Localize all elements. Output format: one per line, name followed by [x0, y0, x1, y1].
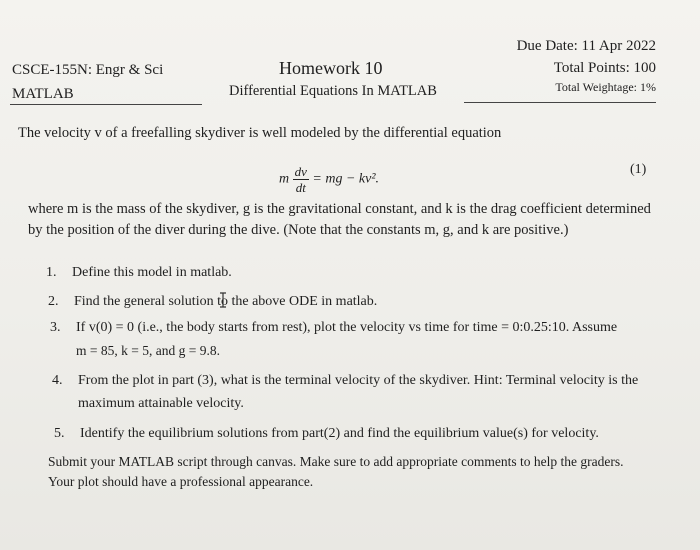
total-points: Total Points: 100 — [553, 60, 656, 76]
header-rule-left — [10, 104, 202, 105]
equation-number: (1) — [630, 162, 647, 177]
text-cursor-icon — [218, 292, 228, 308]
list-item — [48, 294, 377, 310]
where-line-1: where m is the mass of the skydiver, g is the gravitational constant, and k is the drag coefficient determined — [28, 201, 651, 217]
submit-line-2: Your plot should have a professional appearance. — [48, 474, 314, 489]
item-number: 1. — [46, 265, 57, 280]
list-item — [52, 373, 638, 389]
differential-equation — [279, 164, 379, 195]
header-rule-right — [464, 102, 656, 103]
where-line-2: by the position of the diver during the dive. (Note that the constants m, g, and k are positive.) — [28, 222, 569, 238]
item-number: 5. — [54, 426, 65, 441]
list-item-continuation: maximum attainable velocity. — [78, 396, 244, 411]
item-text: If v(0) = 0 (i.e., the body starts from rest), plot the velocity vs time for time = 0:0.25:10. Assume — [76, 320, 618, 335]
item-text: From the plot in part (3), what is the terminal velocity of the skydiver. Hint: Terminal velocity is the — [78, 373, 639, 388]
item-text: Identify the equilibrium solutions from part(2) and find the equilibrium value(s) for velocity. — [80, 426, 599, 441]
item-number: 3. — [50, 320, 61, 335]
homework-title: Homework 10 — [279, 58, 383, 78]
item-number: 4. — [52, 373, 63, 388]
intro-text: The velocity v of a freefalling skydiver is well modeled by the differential equation — [18, 125, 502, 141]
eq-denominator: dt — [295, 180, 306, 195]
eq-lead: m — [279, 171, 290, 187]
eq-numerator: dv — [294, 164, 307, 179]
course-subtitle: MATLAB — [12, 86, 74, 102]
item-text: Find the general solution to the above ODE in matlab. — [74, 294, 378, 309]
due-date: Due Date: 11 Apr 2022 — [516, 38, 656, 54]
item-number: 2. — [48, 294, 59, 309]
list-item-continuation: m = 85, k = 5, and g = 9.8. — [76, 343, 220, 358]
item-text: Define this model in matlab. — [72, 265, 232, 280]
list-item — [46, 265, 232, 281]
homework-subtitle: Differential Equations In MATLAB — [229, 83, 437, 99]
course-code: CSCE-155N: Engr & Sci — [12, 62, 164, 78]
list-item — [54, 426, 599, 442]
eq-rhs: = mg − kv². — [312, 171, 380, 187]
eq-fraction — [293, 164, 309, 195]
total-weightage: Total Weightage: 1% — [555, 80, 656, 94]
list-item — [50, 320, 617, 336]
submit-line-1: Submit your MATLAB script through canvas. Make sure to add appropriate comments to help the graders. — [48, 454, 624, 469]
